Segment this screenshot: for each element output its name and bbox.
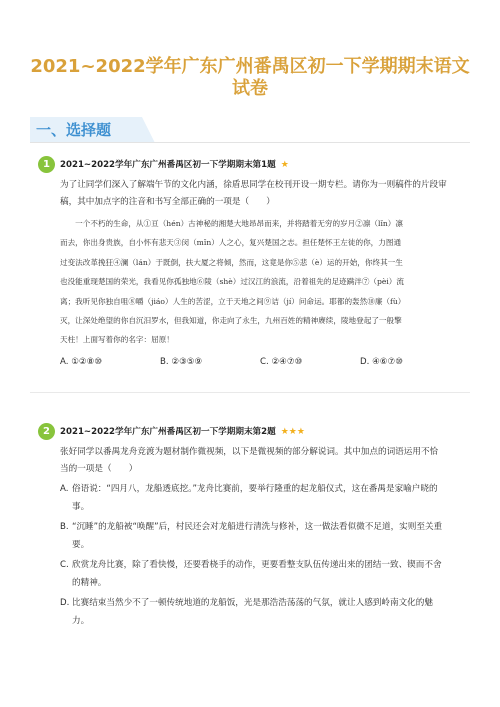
question-1-difficulty-stars: ★ [280, 160, 289, 170]
section-title: 一、选择题 [36, 121, 112, 139]
passage-line: 也没能重现楚国的荣光，我看见你孤独地⑥陵（shè）过汉江的浪流，沿着祖先的足迹蹒泮⑦（pèi）流 [60, 277, 404, 287]
passage-line: 过变法改革挽狂④澜（lán）于既倒，扶大厦之将倾，然而，这竟是你⑤悲（è）运的开始，你终其一生 [60, 257, 403, 267]
option-a-line1: 俗语说：“四月八，龙船透底挖。”龙舟比赛前，要举行隆重的起龙船仪式，这在番禺是家喻户晓的 [72, 484, 438, 494]
section-rule [30, 142, 470, 143]
passage-line: 而去，你出身贵族，自小怀有悲天③闵（mǐn）人之心，复兴楚国之志。担任楚怀王左徒的你，力图通 [60, 238, 402, 248]
document-title-line1: 2021~2022学年广东广州番禺区初一下学期期末语文 [30, 56, 470, 77]
document-title [30, 56, 470, 100]
option-b-text: ②③⑤⑨ [171, 357, 203, 367]
question-2-badge: 2 [38, 423, 55, 440]
option-a-text: ①②⑧⑩ [71, 357, 103, 367]
option-c-line2: 的精神。 [72, 578, 107, 588]
option-d-label: D. [360, 357, 370, 367]
question-2-difficulty-stars: ★★★ [280, 427, 305, 437]
option-d[interactable] [360, 356, 403, 368]
option-c-text: ②④⑦⑩ [271, 357, 303, 367]
question-1-stem-line2: 稿，其中加点字的注音和书写全部正确的一项是（ ） [60, 197, 275, 207]
question-2-stem [60, 444, 480, 478]
section-banner [30, 117, 155, 143]
question-1-header [60, 159, 289, 171]
question-2-option-d[interactable] [60, 594, 480, 630]
question-2-header [60, 426, 305, 438]
question-2-source: 2021~2022学年广东广州番禺区初一下学期期末第2题 [60, 427, 276, 437]
document-title-line2: 试卷 [232, 78, 268, 99]
option-d-label: D. [60, 598, 70, 608]
question-2-stem-line2: 当的一项是（ ） [60, 464, 138, 474]
option-a[interactable] [60, 356, 102, 368]
option-b-label: B. [60, 522, 69, 532]
option-c-line1: 欣赏龙舟比赛，除了看快慢，还要看桡手的动作，更要看整支队伍传递出来的团结一致、锲而不舍 [72, 560, 442, 570]
question-divider [30, 392, 470, 393]
option-c-label: C. [260, 357, 269, 367]
passage-line: 一个不朽的生命，从①亘（hén）古神秘的湘楚大地昂昂而来，并将踏着无穷的岁月②凛（lǐn）凛 [60, 219, 403, 228]
question-2-stem-line1: 张好同学以番禺龙舟竞渡为题材制作微视频，以下是微视频的部分解说词。其中加点的词语运用不恰 [60, 447, 439, 457]
option-b-line1: “沉睡”的龙船被“唤醒”后，村民还会对龙船进行清洗与修补，这一做法看似微不足道，实则至关重 [72, 522, 443, 532]
option-a-label: A. [60, 357, 69, 367]
question-1-stem [60, 177, 480, 211]
passage-line: 天柱！上面写着你的名字：屈原！ [60, 335, 174, 345]
option-b[interactable] [160, 356, 202, 368]
question-2-option-a[interactable] [60, 480, 480, 516]
option-b-label: B. [160, 357, 169, 367]
option-c[interactable] [260, 356, 302, 368]
option-d-line1: 比赛结束当然少不了一顿传统地道的龙船饭，光是那浩浩荡荡的气氛，就让人感到岭南文化的魅 [72, 598, 433, 608]
option-d-line2: 力。 [72, 616, 90, 626]
passage-line: 灭，让深处绝望的你自沉汨罗水，但我知道，你走向了永生，九州百姓的精神赓续，陵地登起了一般擎 [60, 316, 402, 326]
passage-line: 离；我听见你独自咀⑧嚼（jiáo）人生的苦涩，立于天地之间⑨诘（jí）问命运。耶都的轰然⑩廉（fù） [60, 296, 406, 306]
option-c-label: C. [60, 560, 69, 570]
option-b-line2: 要。 [72, 540, 90, 550]
question-2-option-c[interactable] [60, 556, 480, 592]
question-1-passage [60, 214, 480, 350]
option-a-line2: 事。 [72, 502, 90, 512]
question-1-stem-line1: 为了让同学们深入了解端午节的文化内涵，徐盾思同学在校刊开设一期专栏。请你为一则稿件的片段审 [60, 180, 447, 190]
question-1-source: 2021~2022学年广东广州番禺区初一下学期期末第1题 [60, 160, 276, 170]
question-1-badge: 1 [38, 156, 55, 173]
question-2-option-b[interactable] [60, 518, 480, 554]
option-a-label: A. [60, 484, 69, 494]
option-d-text: ④⑥⑦⑩ [372, 357, 403, 367]
